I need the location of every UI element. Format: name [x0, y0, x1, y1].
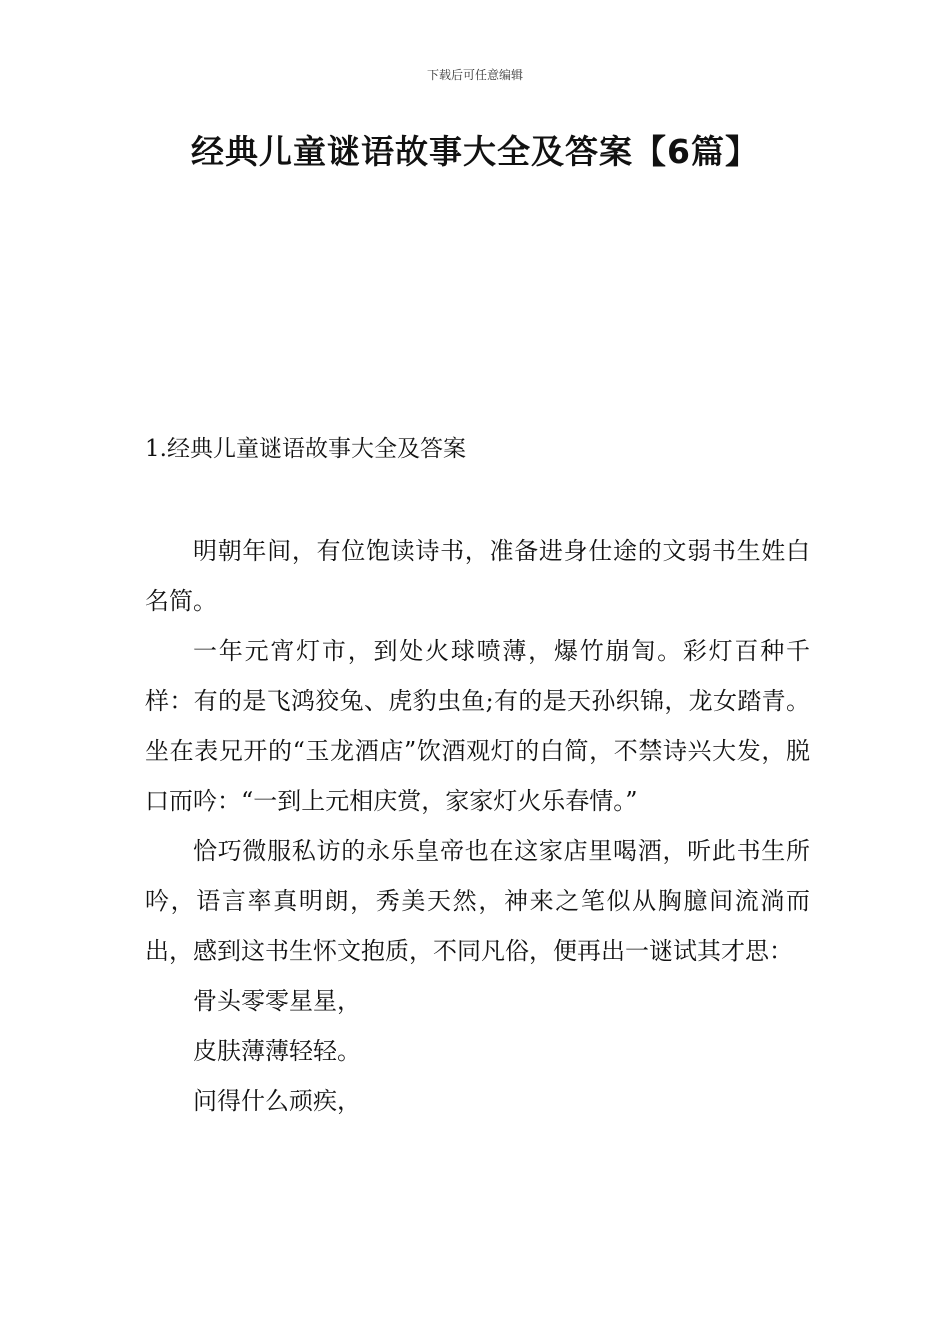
section-heading: 1.经典儿童谜语故事大全及答案: [145, 436, 466, 462]
paragraph: 明朝年间，有位饱读诗书，准备进身仕途的文弱书生姓白名简。: [145, 537, 810, 615]
body-text: [145, 526, 810, 1126]
paragraph: 一年元宵灯市，到处火球喷薄，爆竹崩訇。彩灯百种千样：有的是飞鸿狡兔、虎豹虫鱼;有的是天孙织锦，龙女踏青。坐在表兄开的“玉龙酒店”饮酒观灯的白简，不禁诗兴大发，脱口而吟：“一到上元相庆赏，家家灯火乐春情。”: [145, 637, 810, 815]
verse-line: 问得什么顽疾，: [193, 1087, 361, 1115]
header-note: 下载后可任意编辑: [426, 68, 523, 82]
document-title: 经典儿童谜语故事大全及答案【6篇】: [191, 132, 759, 171]
verse-line: 骨头零零星星，: [193, 987, 361, 1015]
verse-line: 皮肤薄薄轻轻。: [193, 1037, 361, 1065]
paragraph: 恰巧微服私访的永乐皇帝也在这家店里喝酒，听此书生所吟，语言率真明朗，秀美天然，神来之笔似从胸臆间流淌而出，感到这书生怀文抱质，不同凡俗，便再出一谜试其才思：: [145, 837, 810, 965]
